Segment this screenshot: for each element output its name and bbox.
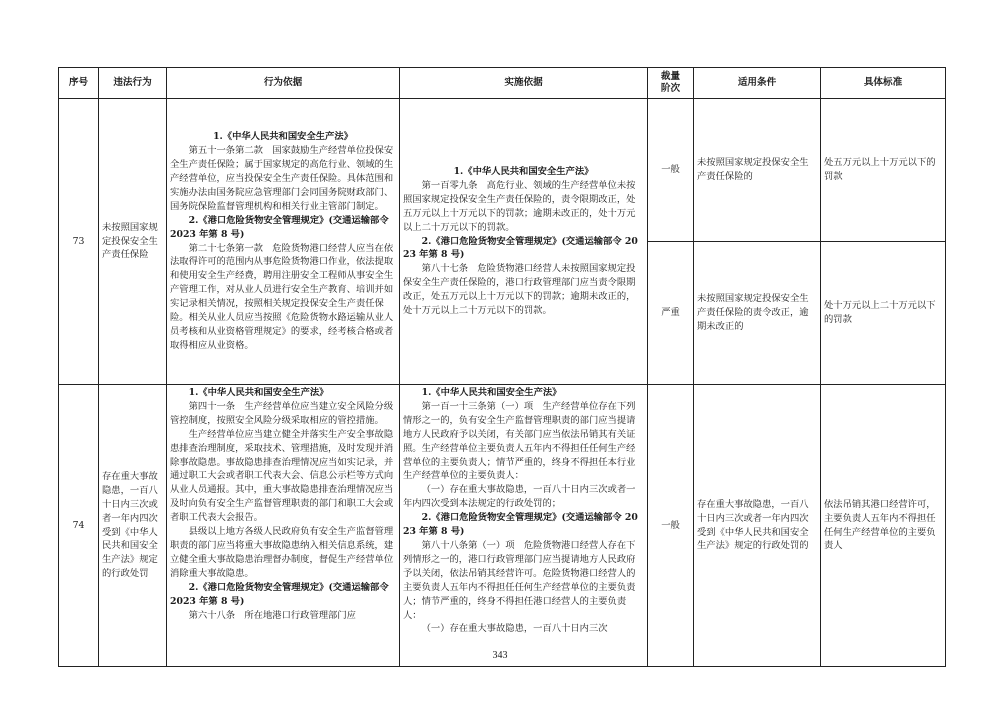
paragraph: 第二十七条第一款 危险货物港口经营人应当在依法取得许可的范围内从事危险货物港口作业，依法提取和使用安全生产经费，聘用注册安全工程师从事安全生产管理工作，对从业人员进行安全生产教育、培训并如实记录相关情况，按照相关规定投保安全生产责任保险。相关从业人员应当按照《危险货物水路运输从业人员考核和从业资格管理规定》的要求，经考核合格或者取得相应从业资格。 [170, 242, 394, 351]
table-row [59, 385, 946, 667]
cond-cell: 未按照国家规定投保安全生产责任保险的责令改正，逾期未改正的 [694, 242, 821, 385]
level-cell: 一般 [648, 99, 694, 242]
law-title: 2.《港口危险货物安全管理规定》(交通运输部令 2023 年第 8 号) [170, 581, 389, 607]
paragraph: （一）存在重大事故隐患，一百八十日内三次 [421, 623, 608, 635]
level-cell: 严重 [648, 242, 694, 385]
paragraph: 县级以上地方各级人民政府负有安全生产监督管理职责的部门应当将重大事故隐患纳入相关信息系统，建立健全重大事故隐患治理督办制度，督促生产经营单位消除重大事故隐患。 [170, 526, 394, 579]
seq-cell: 74 [59, 385, 99, 667]
paragraph: 第六十八条 所在地港口行政管理部门应 [188, 609, 356, 621]
act-cell: 未按照国家规定投保安全生产责任保险 [99, 99, 167, 385]
paragraph: 第五十一条第二款 国家鼓励生产经营单位投保安全生产责任保险；属于国家规定的高危行业、领域的生产经营单位，应当投保安全生产责任保险。具体范围和实施办法由国务院应急管理部门会同国务院财政部门、国务院保险监督管理机构和相关行业主管部门制定。 [170, 145, 394, 212]
level-cell: 一般 [648, 385, 694, 667]
law-title: 1.《中华人民共和国安全生产法》 [421, 387, 562, 398]
header-std: 具体标准 [821, 68, 946, 99]
impl-cell [400, 99, 648, 385]
paragraph: （一）存在重大事故隐患，一百八十日内三次或者一年内四次受到本法规定的行政处罚的； [403, 484, 636, 510]
law-title: 2.《港口危险货物安全管理规定》(交通运输部令 2023 年第 8 号) [403, 235, 638, 261]
cond-cell: 未按照国家规定投保安全生产责任保险的 [694, 99, 821, 242]
header-seq: 序号 [59, 68, 99, 99]
seq-cell: 73 [59, 99, 99, 385]
paragraph: 第一百一十三条第（一）项 生产经营单位存在下列情形之一的，负有安全生产监督管理职责的部门应当提请地方人民政府予以关闭，有关部门应当依法吊销其有关证照。生产经营单位主要负责人五年内不得担任任何生产经营单位的主要负责人；情节严重的，终身不得担任本行业生产经营单位的主要负责人： [403, 400, 636, 482]
std-cell: 处五万元以上十万元以下的罚款 [821, 99, 946, 242]
law-title: 1.《中华人民共和国安全生产法》 [213, 131, 353, 143]
law-title: 1.《中华人民共和国安全生产法》 [188, 387, 329, 398]
header-cond: 适用条件 [694, 68, 821, 99]
law-title: 2.《港口危险货物安全管理规定》(交通运输部令 2023 年第 8 号) [403, 512, 638, 538]
paragraph: 第八十七条 危险货物港口经营人未按照国家规定投保安全生产责任保险的，港口行政管理部门应当责令限期改正，处五万元以上十万元以下的罚款；逾期未改正的，处十万元以上二十万元以下的罚款。 [403, 263, 636, 317]
law-title: 1.《中华人民共和国安全生产法》 [453, 166, 594, 178]
header-row [59, 68, 946, 99]
basis-cell [167, 99, 400, 385]
header-basis: 行为依据 [167, 68, 400, 99]
header-impl: 实施依据 [400, 68, 648, 99]
table-row [59, 99, 946, 242]
cond-cell: 存在重大事故隐患，一百八十日内三次或者一年内四次受到《中华人民共和国安全生产法》规定的行政处罚的 [694, 385, 821, 667]
paragraph: 第一百零九条 高危行业、领域的生产经营单位未按照国家规定投保安全生产责任保险的，责令限期改正，处五万元以上十万元以下的罚款；逾期未改正的，处十万元以上二十万元以下的罚款。 [403, 179, 636, 233]
paragraph: 第四十一条 生产经营单位应当建立安全风险分级管控制度，按照安全风险分级采取相应的管控措施。 [170, 400, 394, 426]
std-cell: 处十万元以上二十万元以下的罚款 [821, 242, 946, 385]
law-title: 2.《港口危险货物安全管理规定》(交通运输部令 2023 年第 8 号) [170, 214, 389, 240]
impl-cell [400, 385, 648, 667]
paragraph: 生产经营单位应当建立健全并落实生产安全事故隐患排查治理制度，采取技术、管理措施，及时发现并消除事故隐患。事故隐患排查治理情况应当如实记录，并通过职工大会或者职工代表大会、信息公示栏等方式向从业人员通报。其中，重大事故隐患排查治理情况应当及时向负有安全生产监督管理职责的部门和职工大会或者职工代表大会报告。 [170, 428, 394, 524]
header-act: 违法行为 [99, 68, 167, 99]
regulation-table [58, 67, 946, 667]
basis-cell [167, 385, 400, 667]
act-cell: 存在重大事故隐患，一百八十日内三次或者一年内四次受到《中华人民共和国安全生产法》规定的行政处罚 [99, 385, 167, 667]
header-level: 裁量阶次 [648, 68, 694, 99]
std-cell: 依法吊销其港口经营许可，主要负责人五年内不得担任任何生产经营单位的主要负责人 [821, 385, 946, 667]
page-number: 343 [492, 650, 508, 661]
paragraph: 第八十八条第（一）项 危险货物港口经营人存在下列情形之一的，港口行政管理部门应当提请地方人民政府予以关闭，依法吊销其经营许可。危险货物港口经营人的主要负责人五年内不得担任任何生产经营单位的主要负责人；情节严重的，终身不得担任港口经营人的主要负责人： [403, 539, 636, 621]
